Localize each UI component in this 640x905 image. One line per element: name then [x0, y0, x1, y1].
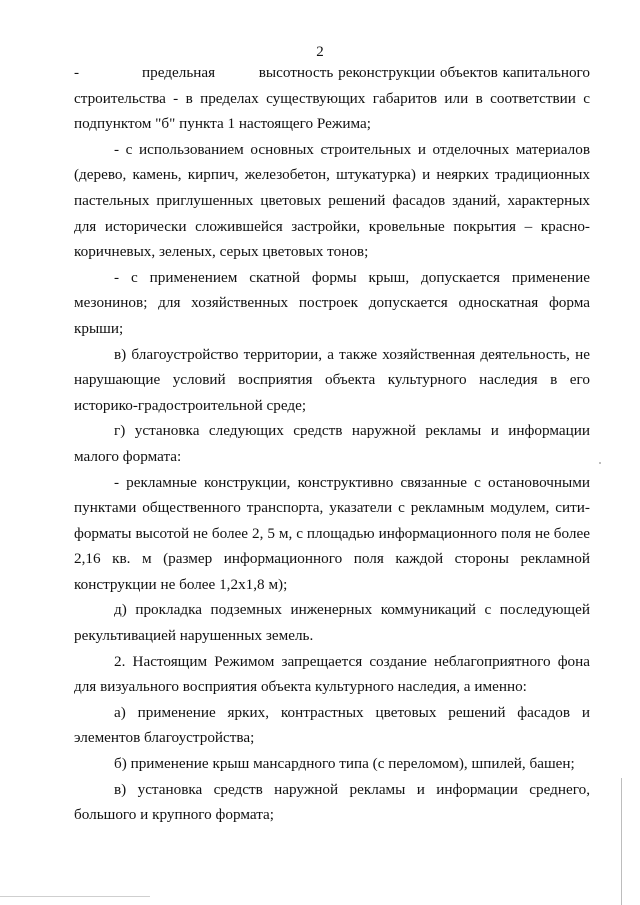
scan-artifact-right-edge	[621, 778, 622, 905]
paragraph-height-limit: - предельная высотность реконструкции объектов капитального строительства - в пределах существующих габаритов или в соответствии с подпунктом "б" пункта 1 настоящего Режима;	[74, 64, 590, 133]
paragraph-large-advertising: в) установка средств наружной рекламы и информации среднего, большого и крупного формата;	[74, 780, 590, 824]
paragraph-materials: - с использованием основных строительных и отделочных материалов (дерево, камень, кирпич, железобетон, штукатурка) и неярких традиционных пастельных приглушенных цветовых решений фасадов зданий, характерных для исторически сложившейся застройки, кровельные покрытия – красно-коричневых, зеленых, серых цветовых тонов;	[74, 140, 590, 261]
document-body	[74, 60, 590, 828]
paragraph-roof-form: - с применением скатной формы крыш, допускается применение мезонинов; для хозяйственных построек допускается односкатная форма крыши;	[74, 268, 590, 337]
scan-artifact-bottom-edge	[0, 896, 150, 897]
paragraph-mansard-roofs: б) применение крыш мансардного типа (с переломом), шпилей, башен;	[114, 755, 575, 773]
paragraph-landscaping: в) благоустройство территории, а также хозяйственная деятельность, не нарушающие условий восприятия объекта культурного наследия в его историко-градостроительной среде;	[74, 345, 590, 414]
scan-artifact-dot	[599, 462, 601, 464]
paragraph-bright-colors: а) применение ярких, контрастных цветовых решений фасадов и элементов благоустройства;	[74, 703, 590, 747]
paragraph-utilities: д) прокладка подземных инженерных коммуникаций с последующей рекультивацией нарушенных земель.	[74, 601, 590, 645]
paragraph-prohibitions: 2. Настоящим Режимом запрещается создание неблагоприятного фона для визуального восприятия объекта культурного наследия, а именно:	[74, 652, 590, 696]
paragraph-advertising-structures: - рекламные конструкции, конструктивно связанные с остановочными пунктами общественного транспорта, указатели с рекламным модулем, сити-форматы высотой не более 2, 5 м, с площадью информационного поля не более 2,16 кв. м (размер информационного поля каждой стороны рекламной конструкции не более 1,2x1,8 м);	[74, 473, 590, 593]
paragraph-small-advertising: г) установка следующих средств наружной рекламы и информации малого формата:	[74, 422, 590, 465]
page-number: 2	[316, 44, 324, 60]
